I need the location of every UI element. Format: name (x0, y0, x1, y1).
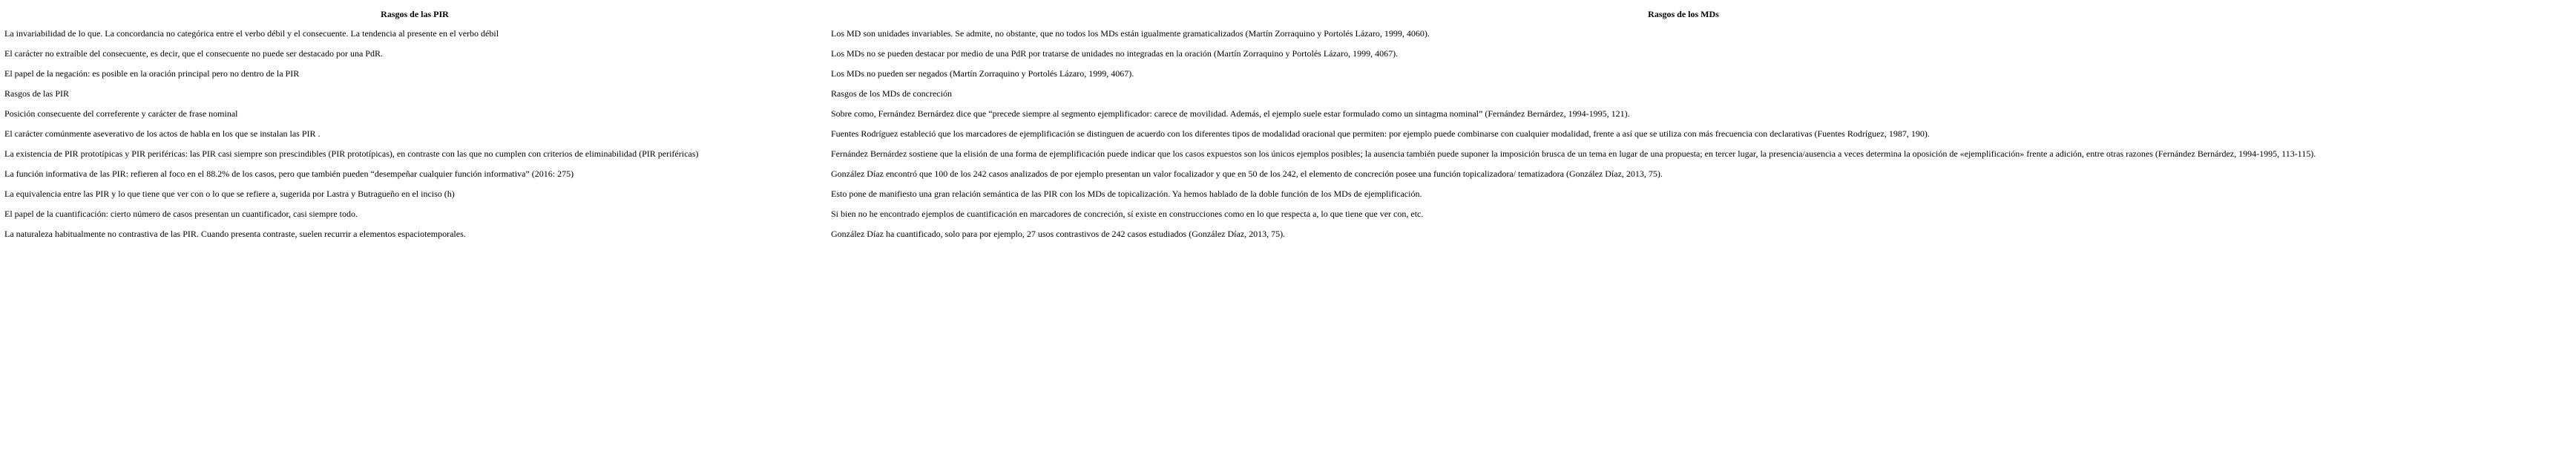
table-cell-pir: La equivalencia entre las PIR y lo que tiene que ver con o lo que se refiere a, sugerida por Lastra y Butragueño en el inciso (h) (4, 189, 455, 199)
table-row (1, 104, 2539, 124)
table-cell-md: González Díaz encontró que 100 de los 242 casos analizados de por ejemplo presentan un valor focalizador y que en 50 de los 242, el elemento de concreción posee una función topicalizadora/ tematizadora (González Díaz, 2013, 75). (831, 169, 1663, 179)
table-cell-pir: El papel de la negación: es posible en la oración principal pero no dentro de la PIR (4, 68, 300, 79)
table-cell-md: Los MDs no se pueden destacar por medio de una PdR por tratarse de unidades no integradas en la oración (Martín Zorraquino y Portolés Lázaro, 1999, 4067). (831, 48, 1399, 59)
table-cell-md: Rasgos de los MDs de concreción (831, 88, 952, 99)
table-header-row (1, 3, 2539, 24)
table-cell-md: Fernández Bernárdez sostiene que la elisión de una forma de ejemplificación puede indicar que los casos expuestos son los únicos ejemplos posibles; la ausencia también puede suponer la imposición brusca de un tema en lugar de una propuesta; en tercer lugar, la presencia/ausencia a veces determina la oposición de «ejemplificación» frente a adición, entre otras razones (Fernández Bernárdez, 1994-1995, 113-115). (831, 148, 2316, 159)
table-row (1, 184, 2539, 204)
table-cell-md: Los MD son unidades invariables. Se admite, no obstante, que no todos los MDs están igualmente gramaticalizados (Martín Zorraquino y Portolés Lázaro, 1999, 4060). (831, 28, 1430, 39)
column-header-pir: Rasgos de las PIR (381, 9, 449, 19)
table-cell-pir: El carácter comúnmente aseverativo de los actos de habla en los que se instalan las PIR . (4, 128, 321, 139)
table-cell-pir: El papel de la cuantificación: cierto número de casos presentan un cuantificador, casi siempre todo. (4, 209, 358, 219)
table-row (1, 224, 2539, 244)
table-cell-pir: La invariabilidad de lo que. La concordancia no categórica entre el verbo débil y el consecuente. La tendencia al presente en el verbo débil (4, 28, 499, 39)
table-cell-pir: Posición consecuente del correferente y carácter de frase nominal (4, 108, 238, 119)
table-row (1, 164, 2539, 184)
table-cell-pir: La naturaleza habitualmente no contrastiva de las PIR. Cuando presenta contraste, suelen recurrir a elementos espaciotemporales. (4, 229, 466, 239)
table-cell-pir: La existencia de PIR prototípicas y PIR periféricas: las PIR casi siempre son prescindibles (PIR prototípicas), en contraste con las que no cumplen con criterios de eliminabilidad (PIR periféricas) (4, 148, 699, 159)
comparison-table (1, 3, 2539, 244)
table-row (1, 144, 2539, 164)
column-header-mds: Rasgos de los MDs (1648, 9, 1719, 19)
table-cell-md: Fuentes Rodríguez estableció que los marcadores de ejemplificación se distinguen de acuerdo con los diferentes tipos de modalidad oracional que permiten: por ejemplo puede combinarse con cualquier modalidad, frente a así que se utiliza con más frecuencia con declarativas (Fuentes Rodríguez, 1987, 190). (831, 128, 1930, 139)
table-row (1, 204, 2539, 224)
table-row (1, 44, 2539, 64)
table-cell-md: González Díaz ha cuantificado, solo para por ejemplo, 27 usos contrastivos de 242 casos estudiados (González Díaz, 2013, 75). (831, 229, 1286, 239)
table-cell-pir: El carácter no extraíble del consecuente, es decir, que el consecuente no puede ser destacado por una PdR. (4, 48, 383, 59)
table-cell-md: Los MDs no pueden ser negados (Martín Zorraquino y Portolés Lázaro, 1999, 4067). (831, 68, 1134, 79)
table-cell-md: Sobre como, Fernández Bernárdez dice que “precede siempre al segmento ejemplificador: carece de movilidad. Además, el ejemplo suele estar formulado como un sintagma nominal” (Fernández Bernárdez, 1994-1995, 121). (831, 108, 1630, 119)
table-cell-md: Esto pone de manifiesto una gran relación semántica de las PIR con los MDs de topicalización. Ya hemos hablado de la doble función de los MDs de ejemplificación. (831, 189, 1422, 199)
table-row (1, 124, 2539, 144)
table-cell-pir: La función informativa de las PIR: refieren al foco en el 88.2% de los casos, pero que también pueden “desempeñar cualquier función informativa” (2016: 275) (4, 169, 574, 179)
table-cell-pir: Rasgos de las PIR (4, 88, 69, 99)
table-row (1, 64, 2539, 84)
table-row (1, 24, 2539, 44)
table-row (1, 84, 2539, 104)
table-cell-md: Si bien no he encontrado ejemplos de cuantificación en marcadores de concreción, sí existe en construcciones como en lo que respecta a, lo que tiene que ver con, etc. (831, 209, 1424, 219)
